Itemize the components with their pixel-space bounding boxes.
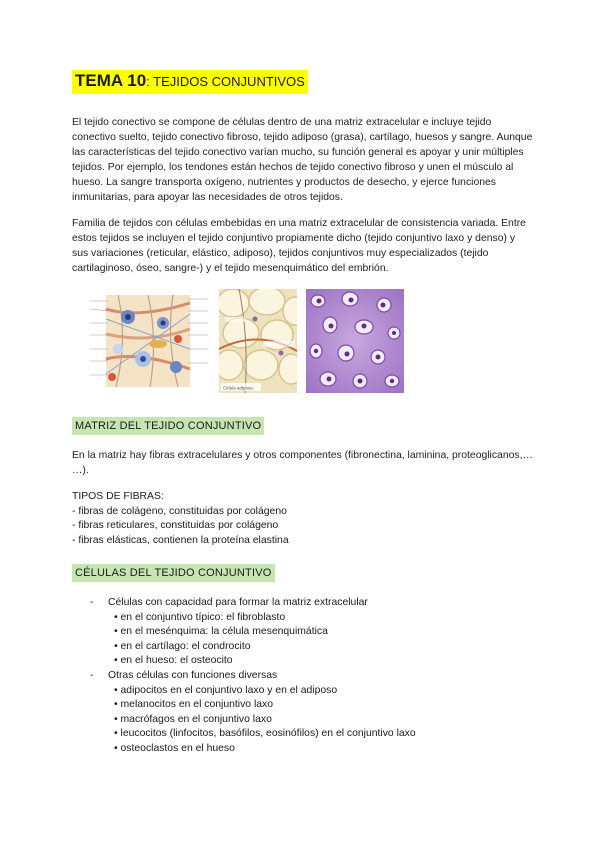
fibras-title: TIPOS DE FIBRAS: [72, 491, 164, 502]
adipose-tissue-image [219, 289, 297, 393]
figure-row [88, 289, 418, 393]
celulas-group-2 [90, 669, 416, 684]
list-item: • en el mesénquima: la célula mesenquimática [114, 626, 328, 638]
fibra-item: - fibras elásticas, contienen la proteína elastina [72, 534, 289, 546]
title-wrap [72, 70, 308, 94]
adipose-caption: Célula adiposa [223, 385, 253, 391]
group-label: Células con capacidad para formar la matriz extracelular [108, 597, 368, 608]
fibra-item: - fibras de colágeno, constituidas por colágeno [72, 505, 287, 517]
fibras-list [72, 490, 289, 548]
fibra-item: - fibras reticulares, constituidas por colágeno [72, 520, 279, 531]
list-item: • leucocitos (linfocitos, basófilos, eosinófilos) en el conjuntivo laxo [114, 728, 416, 740]
connective-tissue-diagram-image [88, 289, 210, 393]
title-rest: : TEJIDOS CONJUNTIVOS [146, 74, 305, 89]
celulas-list [90, 596, 416, 757]
dash-marker: - [90, 597, 94, 608]
title-number: TEMA 10 [75, 71, 147, 90]
list-item: • en el hueso: el osteocito [114, 655, 233, 667]
list-item: • en el conjuntivo típico: el fibroblasto [114, 611, 286, 623]
celulas-heading: CÉLULAS DEL TEJIDO CONJUNTIVO [72, 564, 275, 582]
cartilage-micrograph-image [306, 289, 404, 393]
intro-paragraph-1: El tejido conectivo se compone de células dentro de una matriz extracelular e incluye tejido conectivo suelto, tejido conectivo fibroso, tejido adiposo (grasa), cartílago, huesos y sangre. Aunque las características del tejido conectivo varían mucho, su función general es apoyar y unir múltiples tejidos. Por ejemplo, los tendones están hechos de tejido conectivo fibroso y unen el músculo al hueso. La sangre transporta oxígeno, nutrientes y productos de desecho, y ejerce funciones inmunitarias, para apoyar las necesidades de otros tejidos. [72, 117, 533, 203]
list-item: • melanocitos en el conjuntivo laxo [114, 699, 274, 711]
celulas-group-1 [90, 596, 416, 611]
page-title [72, 70, 308, 94]
list-item: • osteoclastos en el hueso [114, 742, 235, 754]
list-item: • en el cartílago: el condrocito [114, 640, 251, 652]
dash-marker: - [90, 669, 94, 681]
group-label: Otras células con funciones diversas [108, 669, 278, 681]
list-item: • adipocitos en el conjuntivo laxo y en el adiposo [114, 684, 338, 696]
intro-paragraph-2: Familia de tejidos con células embebidas en una matriz extracelular de consistencia variada. Entre estos tejidos se incluyen el tejido conjuntivo propiamente dicho (tejido conjuntivo laxo y denso) y sus variaciones (reticular, elástico, adiposo), tejidos conjuntivos muy especializados (tejido cartilaginoso, óseo, sangre-) y el tejido mesenquimático del embrión. [72, 218, 526, 274]
matriz-heading: MATRIZ DEL TEJIDO CONJUNTIVO [72, 417, 264, 435]
matriz-paragraph: En la matriz hay fibras extracelulares y otros componentes (fibronectina, laminina, proteoglicanos,… …). [72, 450, 533, 476]
list-item: • macrófagos en el conjuntivo laxo [114, 713, 272, 725]
